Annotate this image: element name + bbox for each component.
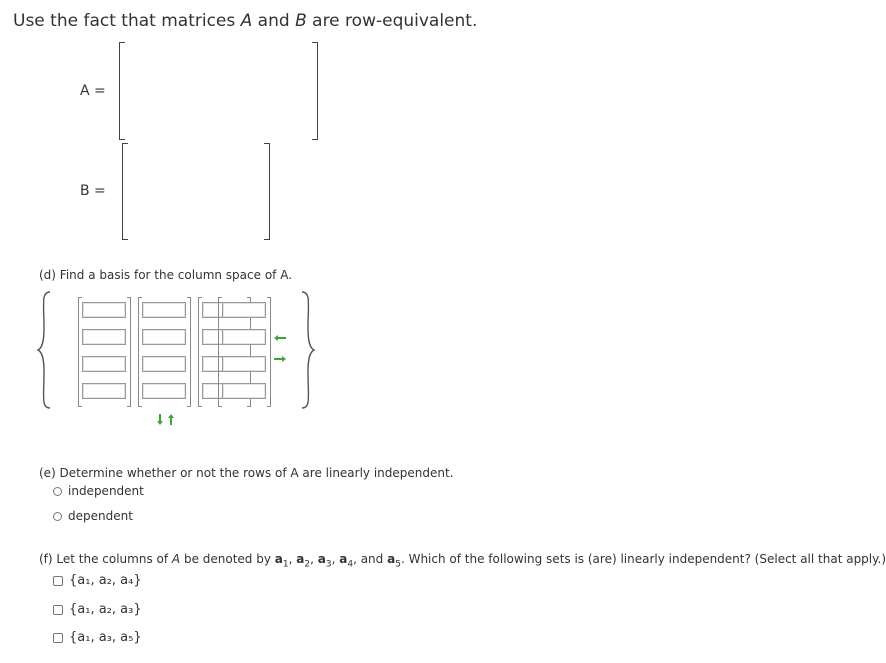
independent-radio[interactable] bbox=[53, 487, 62, 496]
matrix-b-left-bracket bbox=[122, 143, 128, 240]
matrix-a-left-bracket bbox=[119, 42, 125, 140]
intro-text: Use the fact that matrices A and B are row-equivalent. bbox=[13, 11, 478, 31]
dependent-radio[interactable] bbox=[53, 512, 62, 521]
vector-4-entry-1-input[interactable] bbox=[222, 302, 266, 318]
set-right-brace bbox=[300, 290, 316, 410]
question-d: (d) Find a basis for the column space of A. bbox=[39, 268, 293, 282]
option-set-a1-a3-a5[interactable] bbox=[53, 630, 142, 645]
vector-1-entry-3-input[interactable] bbox=[82, 356, 126, 372]
option-set-a1-a2-a3[interactable] bbox=[53, 602, 142, 617]
matrix-b-right-bracket bbox=[264, 143, 270, 240]
matrix-b-label: B = bbox=[80, 183, 106, 199]
dependent-label: dependent bbox=[68, 509, 133, 523]
set-left-brace bbox=[36, 290, 52, 410]
vector-2-entry-1-input[interactable] bbox=[142, 302, 186, 318]
question-f: (f) Let the columns of A be denoted by $a_1$, $a_2$, $a_3$, $a_4$, and $a_5$. Which of the following sets is (are) linearly independent? (Select all that apply.) bbox=[39, 552, 886, 570]
vector-4-entry-2-input[interactable] bbox=[222, 329, 266, 345]
option-set-a1-a2-a4[interactable] bbox=[53, 573, 142, 588]
matrix-a-label: A = bbox=[80, 83, 106, 99]
option-dependent[interactable] bbox=[53, 509, 133, 523]
set-a1-a3-a5-checkbox[interactable] bbox=[53, 633, 63, 643]
vector-1-right-bracket bbox=[127, 297, 131, 407]
question-e: (e) Determine whether or not the rows of A are linearly independent. bbox=[39, 466, 454, 480]
vector-1-entry-4-input[interactable] bbox=[82, 383, 126, 399]
vector-2-right-bracket bbox=[187, 297, 191, 407]
set-a1-a2-a3-checkbox[interactable] bbox=[53, 605, 63, 615]
set-a1-a2-a3-label: {a₁, a₂, a₃} bbox=[69, 602, 142, 617]
vector-2-entry-4-input[interactable] bbox=[142, 383, 186, 399]
set-a1-a2-a4-checkbox[interactable] bbox=[53, 576, 63, 586]
set-a1-a2-a4-label: {a₁, a₂, a₄} bbox=[69, 573, 142, 588]
add-vector-arrow-up-icon[interactable] bbox=[167, 413, 175, 426]
set-a1-a3-a5-label: {a₁, a₃, a₅} bbox=[69, 630, 142, 645]
matrix-a-right-bracket bbox=[312, 42, 318, 140]
add-entry-arrow-right-icon[interactable] bbox=[273, 355, 287, 363]
vector-1-entry-1-input[interactable] bbox=[82, 302, 126, 318]
vector-4-entry-4-input[interactable] bbox=[222, 383, 266, 399]
independent-label: independent bbox=[68, 484, 144, 498]
vector-4-right-bracket bbox=[267, 297, 271, 407]
remove-vector-arrow-down-icon[interactable] bbox=[156, 413, 164, 426]
vector-2-entry-3-input[interactable] bbox=[142, 356, 186, 372]
option-independent[interactable] bbox=[53, 484, 144, 498]
vector-4-entry-3-input[interactable] bbox=[222, 356, 266, 372]
remove-entry-arrow-left-icon[interactable] bbox=[273, 334, 287, 342]
vector-2-entry-2-input[interactable] bbox=[142, 329, 186, 345]
vector-1-entry-2-input[interactable] bbox=[82, 329, 126, 345]
